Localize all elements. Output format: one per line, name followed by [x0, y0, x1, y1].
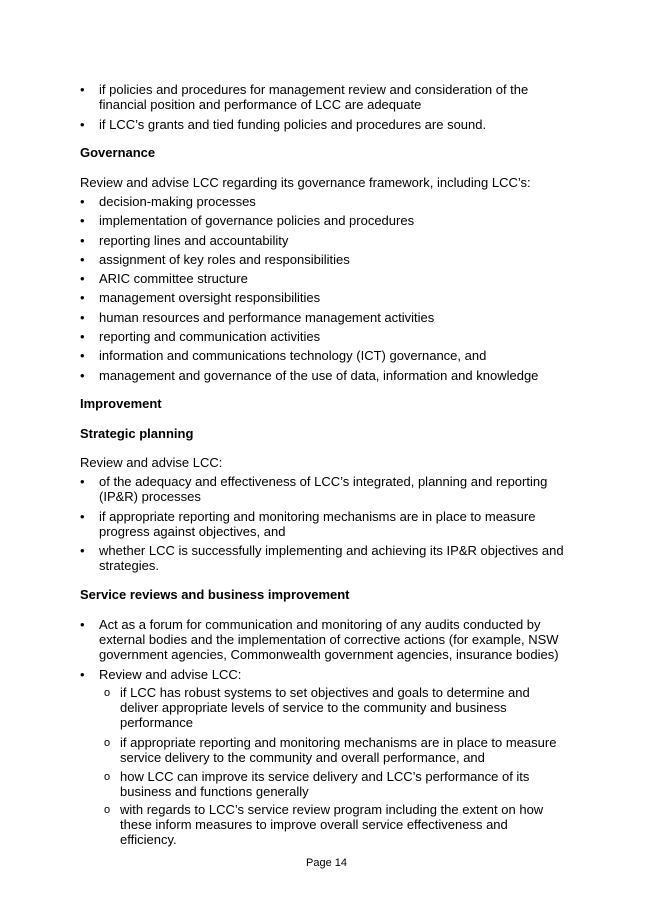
- section-heading-governance: Governance: [80, 145, 156, 160]
- list-item-line: strategies.: [99, 558, 159, 573]
- sub-list-item-line: service delivery to the community and overall performance, and: [120, 750, 485, 765]
- bullet-glyph: •: [80, 348, 85, 363]
- bullet-glyph: •: [80, 82, 85, 97]
- bullet-glyph: •: [80, 667, 85, 682]
- sub-list-item-line: with regards to LCC’s service review program including the extent on how: [120, 802, 544, 817]
- bullet-glyph: •: [80, 117, 85, 132]
- bullet-glyph: •: [80, 617, 85, 632]
- list-item-line: government agencies, Commonwealth government agencies, insurance bodies): [99, 647, 559, 662]
- bullet-glyph: •: [80, 252, 85, 267]
- sub-list-item-line: how LCC can improve its service delivery and LCC’s performance of its: [120, 769, 530, 784]
- section-heading-improvement: Improvement: [80, 396, 162, 411]
- list-item-line: progress against objectives, and: [99, 524, 286, 539]
- list-item: reporting and communication activities: [99, 329, 321, 344]
- bullet-glyph: •: [80, 271, 85, 286]
- bullet-glyph: •: [80, 233, 85, 248]
- sub-list-item-line: deliver appropriate levels of service to the community and business: [120, 700, 507, 715]
- bullet-glyph: •: [80, 290, 85, 305]
- bullet-glyph: •: [80, 509, 85, 524]
- list-item-line: financial position and performance of LCC are adequate: [99, 97, 422, 112]
- bullet-glyph: •: [80, 543, 85, 558]
- bullet-glyph: •: [80, 474, 85, 489]
- sub-list-item-line: if appropriate reporting and monitoring mechanisms are in place to measure: [120, 735, 557, 750]
- section-heading-service-reviews: Service reviews and business improvement: [80, 587, 350, 602]
- sub-bullet-glyph: o: [104, 687, 111, 699]
- list-item: human resources and performance management activities: [99, 310, 435, 325]
- bullet-glyph: •: [80, 194, 85, 209]
- sub-list-item-line: performance: [120, 715, 193, 730]
- list-item: management oversight responsibilities: [99, 290, 321, 305]
- sub-list-item-line: efficiency.: [120, 832, 177, 847]
- sub-list-item-line: if LCC has robust systems to set objectives and goals to determine and: [120, 685, 530, 700]
- bullet-glyph: •: [80, 213, 85, 228]
- list-item: ARIC committee structure: [99, 271, 248, 286]
- sub-list-item-line: these inform measures to improve overall service effectiveness and: [120, 817, 508, 832]
- list-item-line: Review and advise LCC:: [99, 667, 242, 682]
- list-item-line: (IP&R) processes: [99, 489, 201, 504]
- sub-list-item-line: business and functions generally: [120, 784, 309, 799]
- list-item-line: if policies and procedures for management review and consideration of the: [99, 82, 529, 97]
- sub-bullet-glyph: o: [104, 804, 111, 816]
- list-item: assignment of key roles and responsibilities: [99, 252, 350, 267]
- list-item: decision-making processes: [99, 194, 256, 209]
- sub-bullet-glyph: o: [104, 737, 111, 749]
- list-item-line: if LCC’s grants and tied funding policies and procedures are sound.: [99, 117, 487, 132]
- strategic-planning-intro: Review and advise LCC:: [80, 455, 223, 470]
- list-item: information and communications technology (ICT) governance, and: [99, 348, 487, 363]
- list-item-line: external bodies and the implementation of corrective actions (for example, NSW: [99, 632, 559, 647]
- governance-intro: Review and advise LCC regarding its governance framework, including LCC’s:: [80, 175, 531, 190]
- page-number: Page 14: [306, 857, 347, 869]
- list-item: implementation of governance policies and procedures: [99, 213, 415, 228]
- section-heading-strategic-planning: Strategic planning: [80, 426, 194, 441]
- list-item-line: whether LCC is successfully implementing and achieving its IP&R objectives and: [99, 543, 564, 558]
- list-item-line: Act as a forum for communication and monitoring of any audits conducted by: [99, 617, 541, 632]
- sub-bullet-glyph: o: [104, 771, 111, 783]
- bullet-glyph: •: [80, 329, 85, 344]
- list-item-line: of the adequacy and effectiveness of LCC’s integrated, planning and reporting: [99, 474, 548, 489]
- list-item-line: if appropriate reporting and monitoring mechanisms are in place to measure: [99, 509, 536, 524]
- list-item: reporting lines and accountability: [99, 233, 289, 248]
- bullet-glyph: •: [80, 368, 85, 383]
- list-item: management and governance of the use of data, information and knowledge: [99, 368, 539, 383]
- bullet-glyph: •: [80, 310, 85, 325]
